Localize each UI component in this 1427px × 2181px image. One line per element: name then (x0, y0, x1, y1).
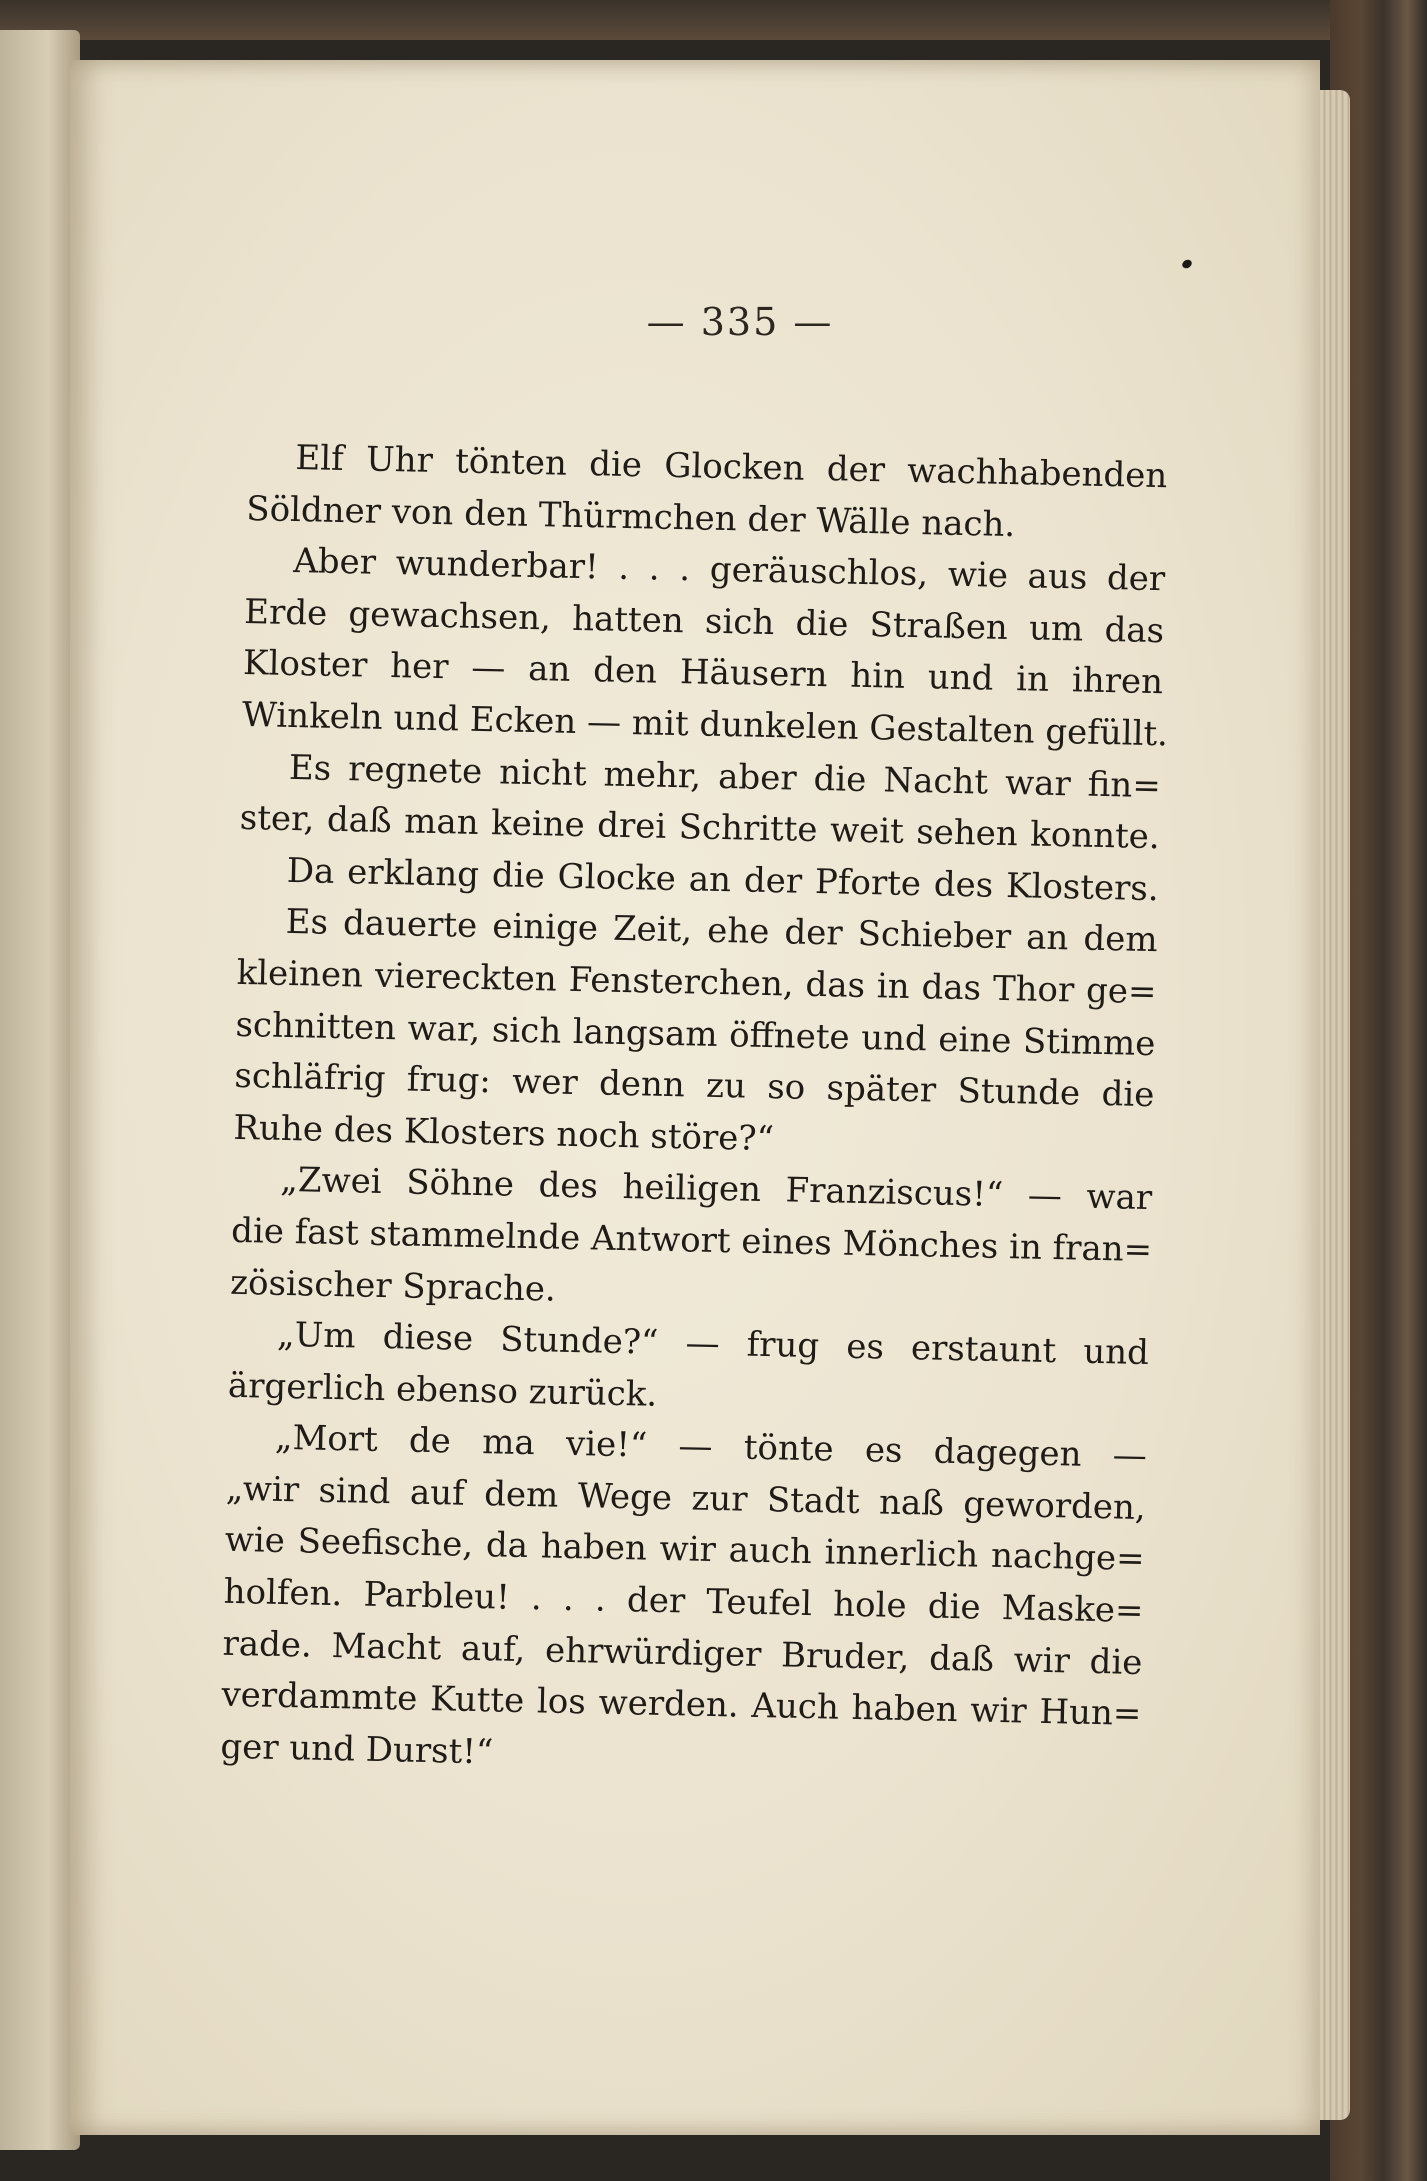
text-line: Söldner von den Thürmchen der Wälle nach. (245, 488, 1016, 545)
ink-speck (1181, 258, 1194, 270)
text-line: „Um diese Stunde?“ — frug es erstaunt und (276, 1314, 1150, 1374)
text-line: „Zwei Söhne des heiligen Franziscus!“ — war (279, 1160, 1153, 1219)
text-line: ärgerlich ebenso zurück. (227, 1365, 658, 1415)
text-line: die fast stammelnde Antwort eines Mönches in fran= (230, 1210, 1153, 1271)
text-line: Es dauerte einige Zeit, ehe der Schieber an dem (285, 902, 1158, 961)
text-line: ster, daß man keine drei Schritte weit sehen konnte. (239, 798, 1161, 858)
text-line: wie Seefische, da haben wir auch innerlich nachge= (224, 1520, 1146, 1580)
text-line: Winkeln und Ecken — mit dunkelen Gestalten gefüllt. (241, 694, 1169, 755)
text-line: Aber wunderbar! . . . geräuschlos, wie aus der (292, 541, 1166, 600)
text-line: „wir sind auf dem Wege zur Stadt naß geworden, (225, 1468, 1147, 1528)
text-line: verdammte Kutte los werden. Auch haben wir Hun= (221, 1674, 1142, 1735)
text-line: Erde gewachsen, hatten sich die Straßen um das (243, 591, 1165, 652)
text-line: holfen. Parbleu! . . . der Teufel hole die Maske= (223, 1571, 1144, 1632)
text-line: Kloster her — an den Häusern hin und in ihren (242, 643, 1164, 703)
book-page (70, 60, 1320, 2135)
facing-page-edge (0, 30, 80, 2150)
text-line: Ruhe des Klosters noch störe?“ (233, 1107, 775, 1159)
text-line: kleinen viereckten Fensterchen, das in das Thor ge= (236, 952, 1157, 1013)
page-body-text (220, 432, 1168, 1792)
text-line: schnitten war, sich langsam öffnete und eine Stimme (235, 1004, 1156, 1064)
text-line: „Mort de ma vie!“ — tönte es dagegen — (274, 1418, 1148, 1477)
text-line: schläfrig frug: wer denn zu so später Stunde die (234, 1055, 1155, 1116)
text-line: Da erklang die Glocke an der Pforte des Klosters. (286, 850, 1160, 909)
text-line: rade. Macht auf, ehrwürdiger Bruder, daß wir die (222, 1623, 1143, 1683)
page-number: — 335 — (646, 300, 834, 344)
book-cover-top (0, 0, 1427, 40)
text-line: Elf Uhr tönten die Glocken der wachhabenden (295, 438, 1168, 497)
text-line: ger und Durst!“ (220, 1726, 494, 1773)
text-line: Es regnete nicht mehr, aber die Nacht war fin= (288, 747, 1162, 806)
text-line: zösischer Sprache. (229, 1262, 557, 1310)
